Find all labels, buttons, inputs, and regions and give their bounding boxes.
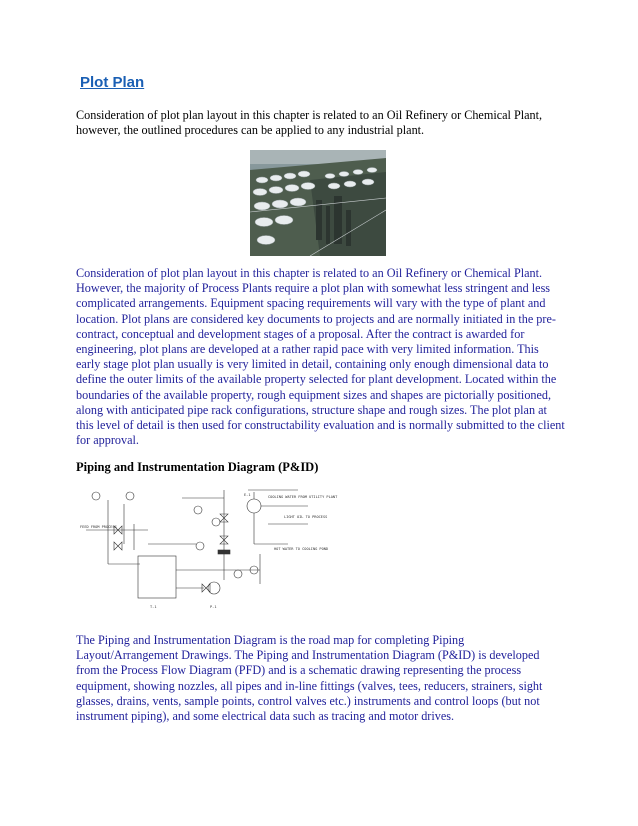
refinery-aerial-photo bbox=[250, 150, 386, 256]
intro-paragraph: Consideration of plot plan layout in this chapter is related to an Oil Refinery or Chemical Plant, however, the outlined procedures can be applied to any industrial plant. bbox=[76, 108, 543, 138]
pid-diagram bbox=[78, 484, 340, 612]
plot-plan-body: Consideration of plot plan layout in this chapter is related to an Oil Refinery or Chemical Plant. However, the majority of Process Plants require a plot plan with somewhat less stringent and less complicated arrangements. Equipment spacing requirements will vary with the type of plant and location. Plot plans are considered key documents to projects and are normally initiated in the pre-contract, conceptual and development stages of a proposal. After the contract is awarded for engineering, plot plans are developed at a rather rapid pace with very limited information. This early stage plot plan usually is very limited in detail, containing only enough dimensional data to define the outer limits of the available property selected for plant development. Located within the boundaries of the available property, rough equipment sizes and shapes are pictorially positioned, along with anticipated pipe rack configurations, structure shape and rough sizes. The plot plan at this level of detail is then used for constructability evaluation and is normally submitted to the client for approval. bbox=[76, 266, 565, 448]
pid-label-light-oil: LIGHT OIL TO PROCESS bbox=[284, 515, 328, 519]
pid-label-pump: P-1 bbox=[210, 605, 217, 609]
pid-description: The Piping and Instrumentation Diagram is the road map for completing Piping Layout/Arrangement Drawings. The Piping and Instrumentation Diagram (P&ID) is developed from the Process Flow Diagram (PFD) and is a schematic drawing representing the process equipment, showing nozzles, all pipes and in-line fittings (valves, tees, reducers, strainers, sight glasses, drains, vents, sample points, control valves etc.) instruments and control loops (but not instrument piping), and some electrical data such as tracing and motor drives. bbox=[76, 633, 543, 724]
pid-label-cooling-water: COOLING WATER FROM UTILITY PLANT bbox=[268, 495, 338, 499]
pid-heading: Piping and Instrumentation Diagram (P&ID) bbox=[76, 460, 319, 474]
pid-label-feed: FEED FROM PROCESS bbox=[80, 525, 117, 529]
page-title[interactable]: Plot Plan bbox=[80, 74, 145, 91]
pid-label-exchanger: E-1 bbox=[244, 493, 251, 497]
pid-label-tank: T-1 bbox=[150, 605, 157, 609]
pid-label-hot-water: HOT WATER TO COOLING POND bbox=[274, 547, 329, 551]
